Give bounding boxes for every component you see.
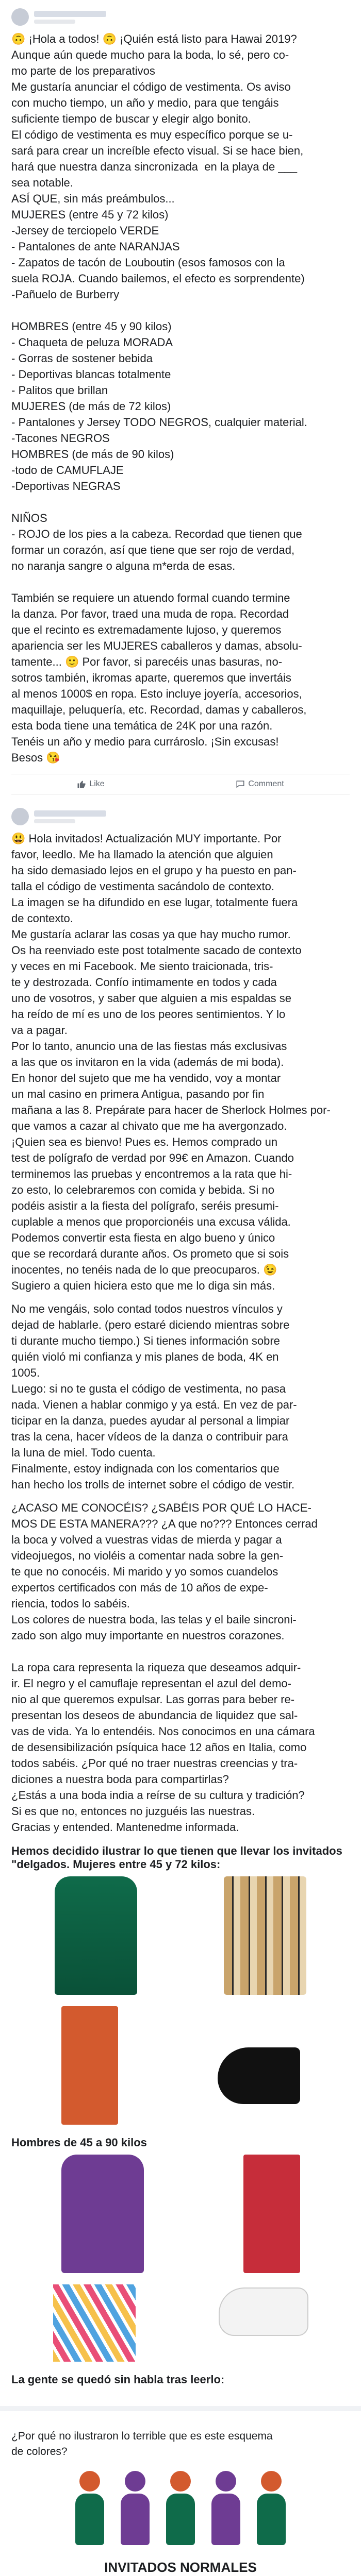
post-body: 🙃 ¡Hola a todos! 🙃 ¡Quién está listo para Hawai 2019? Aunque aún quede mucho para la boda, lo sé, pero co- mo parte de los preparativos Me gustaría anunciar el código de vestimenta. Os aviso con mucho tiempo, un año y medio, para que tengáis suficiente tiempo de buscar y elegir algo bonito. El código de vestimenta es muy específico porque se u- sará para crear un increíble efecto visual. Si se hace bien, hará que nuestra danza sincronizada en la playa de ___ sea notable. ASÍ QUE, sin más preámbulos... MUJERES (entre 45 y 72 kilos) -Jersey de terciopelo VERDE - Pantalones de ante NARANJAS - Zapatos de tacón de Louboutin (esos famosos con la suela ROJA. Cuando bailemos, el efecto es sorprendente) -Pañuelo de Burberry HOMBRES (entre 45 y 90 kilos) - Chaqueta de peluza MORADA - Gorras de sostener bebida - Deportivas blancas totalmente - Palitos que brillan MUJERES (de más de 72 kilos) - Pantalones y Jersey TODO NEGROS, cualquier material. -Tacones NEGROS HOMBRES (de más de 90 kilos) -todo de CAMUFLAJE -Deportivas NEGRAS NIÑOS - ROJO de los pies a la cabeza. Recordad que tienen que formar un corazón, así que tiene que ser rojo de verdad, no naranja sangre o alguna m*erda de esas. También se requiere un atuendo formal cuando termine la danza. Por favor, traed una muda de ropa. Recordad que el recinto es extremadamente lujoso, y queremos apariencia ser les MUJERES caballeros y damas, absolu- tamente... 🙂 Por favor, si parecéis unas basuras, no- sotros también, ikromas aparte, queremos que invertáis al menos 1000$ en ropa. Esto incluye joyería, accesorios, maquillaje, peluquería, etc. Recordad, damas y caballeros, esta boda tiene una temática de 24K por una razón. Tenéis un año y medio para currároslo. ¡Sin excusas! Besos 😘 [11,32,307,764]
white-sneakers-image [219,2287,308,2336]
author-name-redacted[interactable] [34,11,106,17]
reaction-caption: La gente se quedó sin habla tras leerlo: [11,2373,225,2386]
facebook-post [0,0,361,800]
men-outfit-row [11,2155,350,2273]
comment-icon [236,779,245,789]
post-meta-redacted [34,819,75,823]
like-label: Like [89,779,105,788]
update-header [11,808,350,825]
update-body-3: ¿ACASO ME CONOCÉIS? ¿SABÉIS POR QUÉ LO HACE- MOS DE ESTA MANERA??? ¿A que no??? Entonces cerrad la boca y volved a vuestras vidas de mierda y pagar a videojuegos, no violéis a comentar nada sobre la gen- te que no conocéis. Mi marido y yo somos cuandelos expertos certificados con más de 10 años de expe- riencia, todos lo sabéis. Los colores de nuestra boda, las telas y el baile sincroni- zado son algo muy importante en nuestros corazones. La ropa cara representa la riqueza que deseamos adquir- ir. El negro y el camuflaje representan el azul del demo- nio al que queremos expulsar. Las gorras para beber re- presentan los deseos de abundancia de liquidez que sal- vas de vida. Ya lo entendéis. Nos conocimos en una cámara de desensibilización psíquica hace 12 años en Italia, como todos sabéis. ¿Por qué no traer nuestras creencias y tra- diciones a nuestra boda para compartirlas? ¿Estás a una boda india a reírse de su cultura y tradición? Si es que no, entonces no juzguéis las nuestras. Gracias y entended. Mantenedme informada. [11,1501,318,1834]
glow-sticks-image [53,2284,136,2362]
orange-suede-pants-image [61,2006,118,2125]
guest-figure [256,2471,287,2548]
author-block [34,11,106,24]
forum-thread [0,2420,361,2576]
men-outfit-row-2 [11,2284,350,2362]
thumbs-up-icon [77,779,86,789]
normal-guests-row [11,2471,350,2548]
women-outfit-row-2 [11,2006,350,2125]
drink-hat-image [243,2155,300,2273]
illustration-caption: Hemos decidido ilustrar lo que tienen que llevar los invitados "delgados. Mujeres entre 45 y 72 kilos: [11,1844,342,1871]
burberry-scarf-image [224,1876,306,1995]
post-actions [11,774,350,794]
color-scheme-diagram [11,2471,350,2576]
normal-guests-label: INVITADOS NORMALES [104,2560,257,2575]
women-outfit-row [11,1876,350,1995]
guest-figure [74,2471,105,2548]
guest-figure [165,2471,196,2548]
section-divider [0,2406,361,2411]
update-body: 😃 Hola invitados! Actualización MUY importante. Por favor, leedlo. Me ha llamado la atención que alguien ha sido demasiado lejos en el grupo y ha puesto en pan- talla el código de vestimenta sacándolo de contexto. La imagen se ha difundido en ese lugar, totalmente fuera de contexto. Me gustaría aclarar las cosas ya que hay mucho rumor. Os ha reenviado este post totalmente sacado de contexto y veces en mi Facebook. Me siento traicionada, tris- te y destrozada. Confío intimamente en todos y cada uno de vosotros, y saber que alguien a mis espaldas se ha reído de mí es uno de los peores sentimientos. Y lo va a pagar. Por lo tanto, anuncio una de las fiestas más exclusivas a las que os invitaron en la vida (además de mi boda). En honor del sujeto que me ha vendido, voy a montar un mal casino en primera Antigua, pasando por fin mañana a las 8. Prepárate para hacer de Sherlock Holmes por- que vamos a cazar al chivato que me ha avergonzado. ¡Quien sea es bienvo! Pues es. Hemos comprado un test de polígrafo de verdad por 99€ en Amazon. Cuando terminemos las pruebas y encontremos a la rata que hi- zo esto, lo celebraremos con comida y bebida. Si no podéis asistir a la fiesta del polígrafo, seréis presumi- cuplable a menos que proporcionéis una excusa válida. Podemos convertir esta fiesta en algo bueno y único que se recordará durante años. Os prometo que si sois inocentes, no tenéis nada de lo que preocuparos. 😉 Sugiero a quien hiciera esto que me lo diga sin más. [11,832,331,1292]
post-meta-redacted [34,20,75,24]
like-button[interactable] [77,779,104,789]
update-body-2: No me vengáis, solo contad todos nuestros vínculos y dejad de hablarle. (pero estaré diciendo mientras sobre ti durante mucho tiempo.) Si tienes información sobre quién violó mi confianza y mis planes de boda, 4K en 1005. Luego: si no te gusta el código de vestimenta, no pasa nada. Vienen a hablar conmigo y ya está. En vez de par- ticipar en la danza, puedes ayudar al personal a limpiar tras la cena, hacer vídeos de la danza o contribuir para la luna de miel. Todo cuenta. Finalmente, estoy indignada con los comentarios que han hecho los trolls de internet sobre el código de vestir. [11,1302,297,1491]
guest-figure [210,2471,241,2548]
comment-button[interactable] [236,779,284,789]
men-caption: Hombres de 45 a 90 kilos [11,2136,147,2149]
avatar[interactable] [11,808,29,825]
louboutin-heels-image [218,2047,300,2104]
author-name-redacted[interactable] [34,810,106,817]
forum-comment-1: ¿Por qué no ilustraron lo terrible que es este esquema de colores? [11,2430,273,2458]
guest-figure [120,2471,151,2548]
green-velvet-sweater-image [55,1876,137,1995]
purple-jacket-image [61,2155,144,2273]
update-author-block [34,810,106,823]
avatar[interactable] [11,8,29,26]
update-post [0,800,361,2397]
post-header [11,8,350,26]
comment-label: Comment [248,779,284,788]
